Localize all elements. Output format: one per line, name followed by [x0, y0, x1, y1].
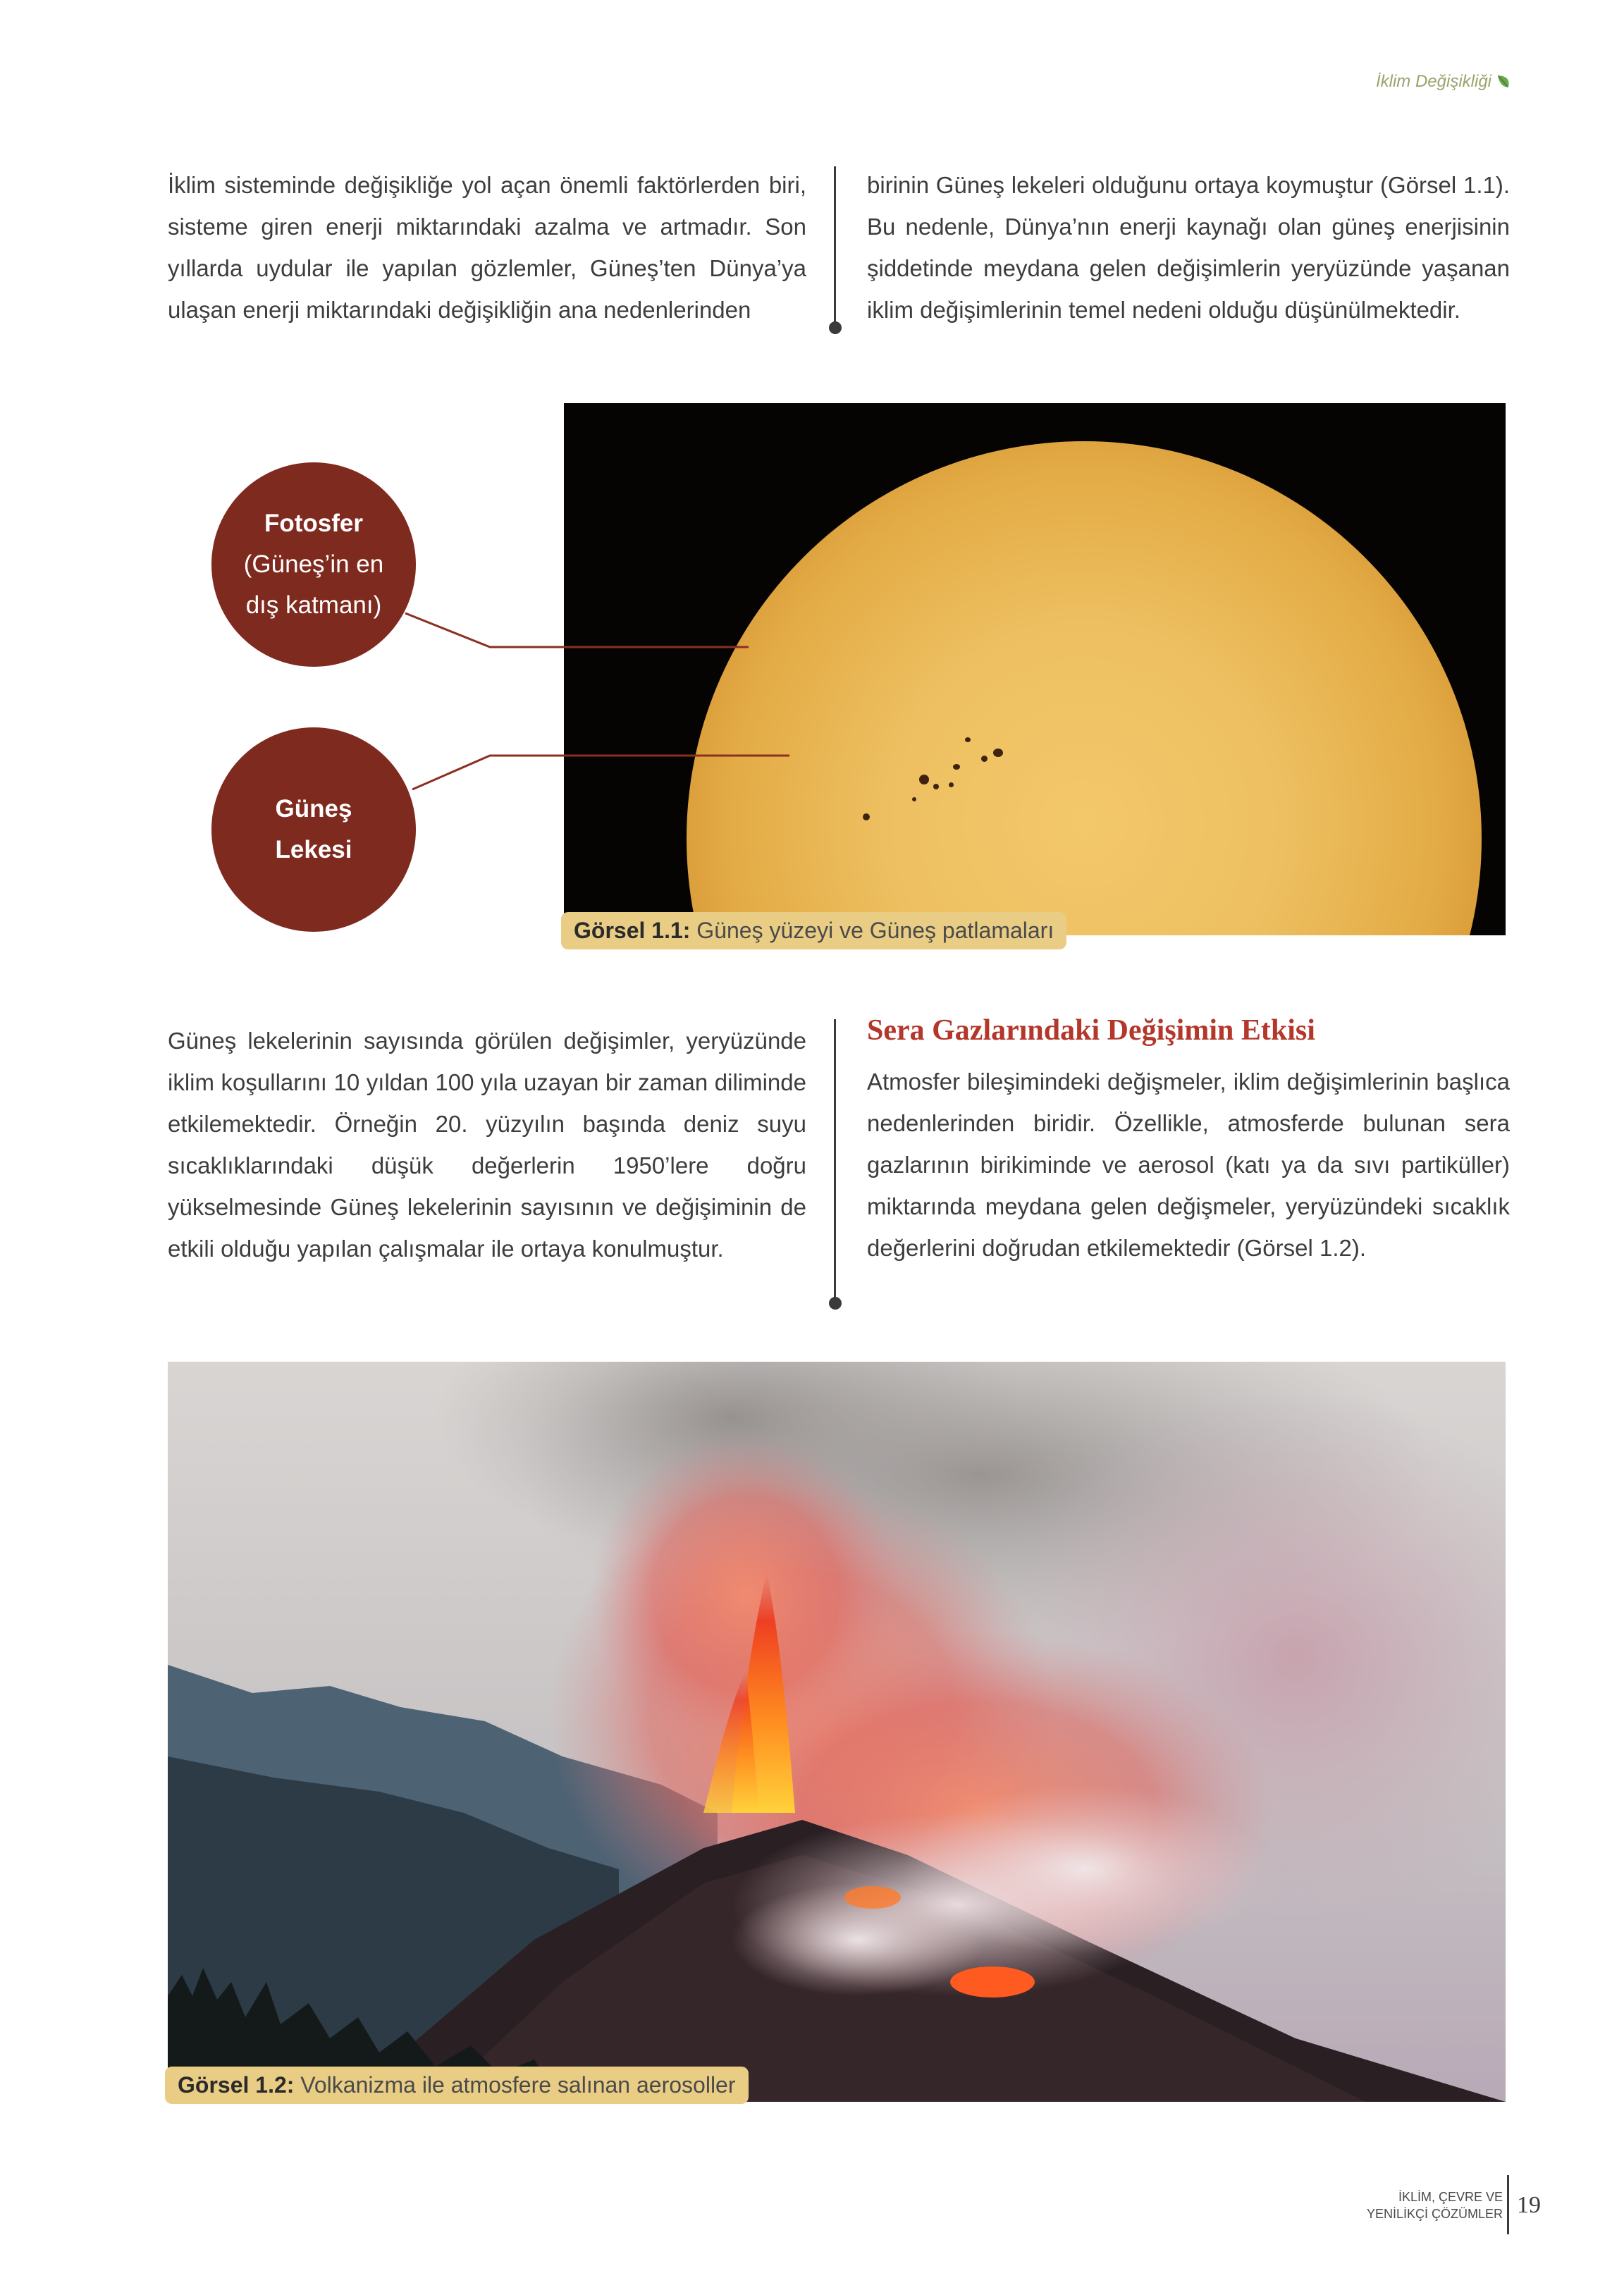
figure2-caption [165, 2067, 749, 2104]
figure1-caption-label: Görsel 1.1: [574, 918, 691, 943]
figure2-caption-label: Görsel 1.2: [178, 2072, 295, 2098]
greenhouse-column [867, 1061, 1510, 1269]
intro-left-paragraph: İklim sisteminde değişikliğe yol açan önemli faktörlerden biri, sisteme giren enerji miktarındaki azalma ve artmadır. Son yıllarda uydular ile yapılan gözlemler, Güneş’ten Dünya’ya ulaşan enerji miktarındaki değişikliğin ana nedenlerinden [168, 172, 806, 323]
figure2-caption-text: Volkanizma ile atmosfere salınan aerosoller [300, 2072, 736, 2098]
divider-dot-2 [829, 1297, 842, 1310]
section-title: Sera Gazlarındaki Değişimin Etkisi [867, 1014, 1315, 1047]
fotosfer-label-title: Fotosfer [264, 510, 363, 537]
sunspot-effect-paragraph: Güneş lekelerinin sayısında görülen değişimler, yeryüzünde iklim koşullarını 10 yıldan 100 yıla uzayan bir zaman diliminde etkilemektedir. Örneğin 20. yüzyılın başında deniz suyu sıcaklıklarındaki düşük değerlerin 1950’lere doğru yükselmesinde Güneş lekelerinin sayısının ve değişiminin de etkili olduğu yapılan çalışmalar ile ortaya konulmuştur. [168, 1028, 806, 1262]
greenhouse-paragraph: Atmosfer bileşimindeki değişmeler, iklim değişimlerinin başlıca nedenlerinden biridir. Özellikle, atmosferde bulunan sera gazlarının birikiminde ve aerosol (katı ya da sıvı partiküller) miktarında meydana gelen değişmeler, yeryüzündeki sıcaklık değerlerini doğrudan etkilemektedir (Görsel 1.2). [867, 1069, 1510, 1261]
callout-line-fotosfer [405, 613, 749, 647]
header-title: İklim Değişikliği [1375, 72, 1491, 91]
volcano-photo [168, 1362, 1506, 2102]
fotosfer-label-line3: dış katmanı) [245, 591, 382, 619]
sunspot-effect-column [168, 1020, 806, 1269]
sunspot-label [211, 727, 416, 932]
fotosfer-label [211, 462, 416, 667]
footer-divider [1507, 2175, 1509, 2234]
footer-line1: İKLİM, ÇEVRE VE [1398, 2190, 1503, 2204]
sunspot-label-line1: Güneş [275, 795, 352, 823]
sunspot-label-line2: Lekesi [275, 836, 352, 863]
figure1-caption [561, 912, 1066, 949]
footer-line2: YENİLİKÇİ ÇÖZÜMLER [1366, 2207, 1503, 2221]
intro-right-paragraph: birinin Güneş lekeleri olduğunu ortaya koymuştur (Görsel 1.1). Bu nedenle, Dünya’nın enerji kaynağı olan güneş enerjisinin şiddetinde meydana gelen değişimlerin yeryüzünde yaşanan iklim değişimlerinin temel nedeni olduğu düşünülmektedir. [867, 172, 1510, 323]
fotosfer-label-line2: (Güneş’in en [243, 550, 384, 578]
volcano-illustration [168, 1362, 1506, 2102]
figure1-caption-text: Güneş yüzeyi ve Güneş patlamaları [696, 918, 1054, 943]
column-divider-2 [834, 1019, 836, 1298]
page-number: 19 [1517, 2192, 1541, 2218]
callout-line-sunspot [412, 756, 789, 789]
footer-book-title [1367, 2189, 1503, 2222]
